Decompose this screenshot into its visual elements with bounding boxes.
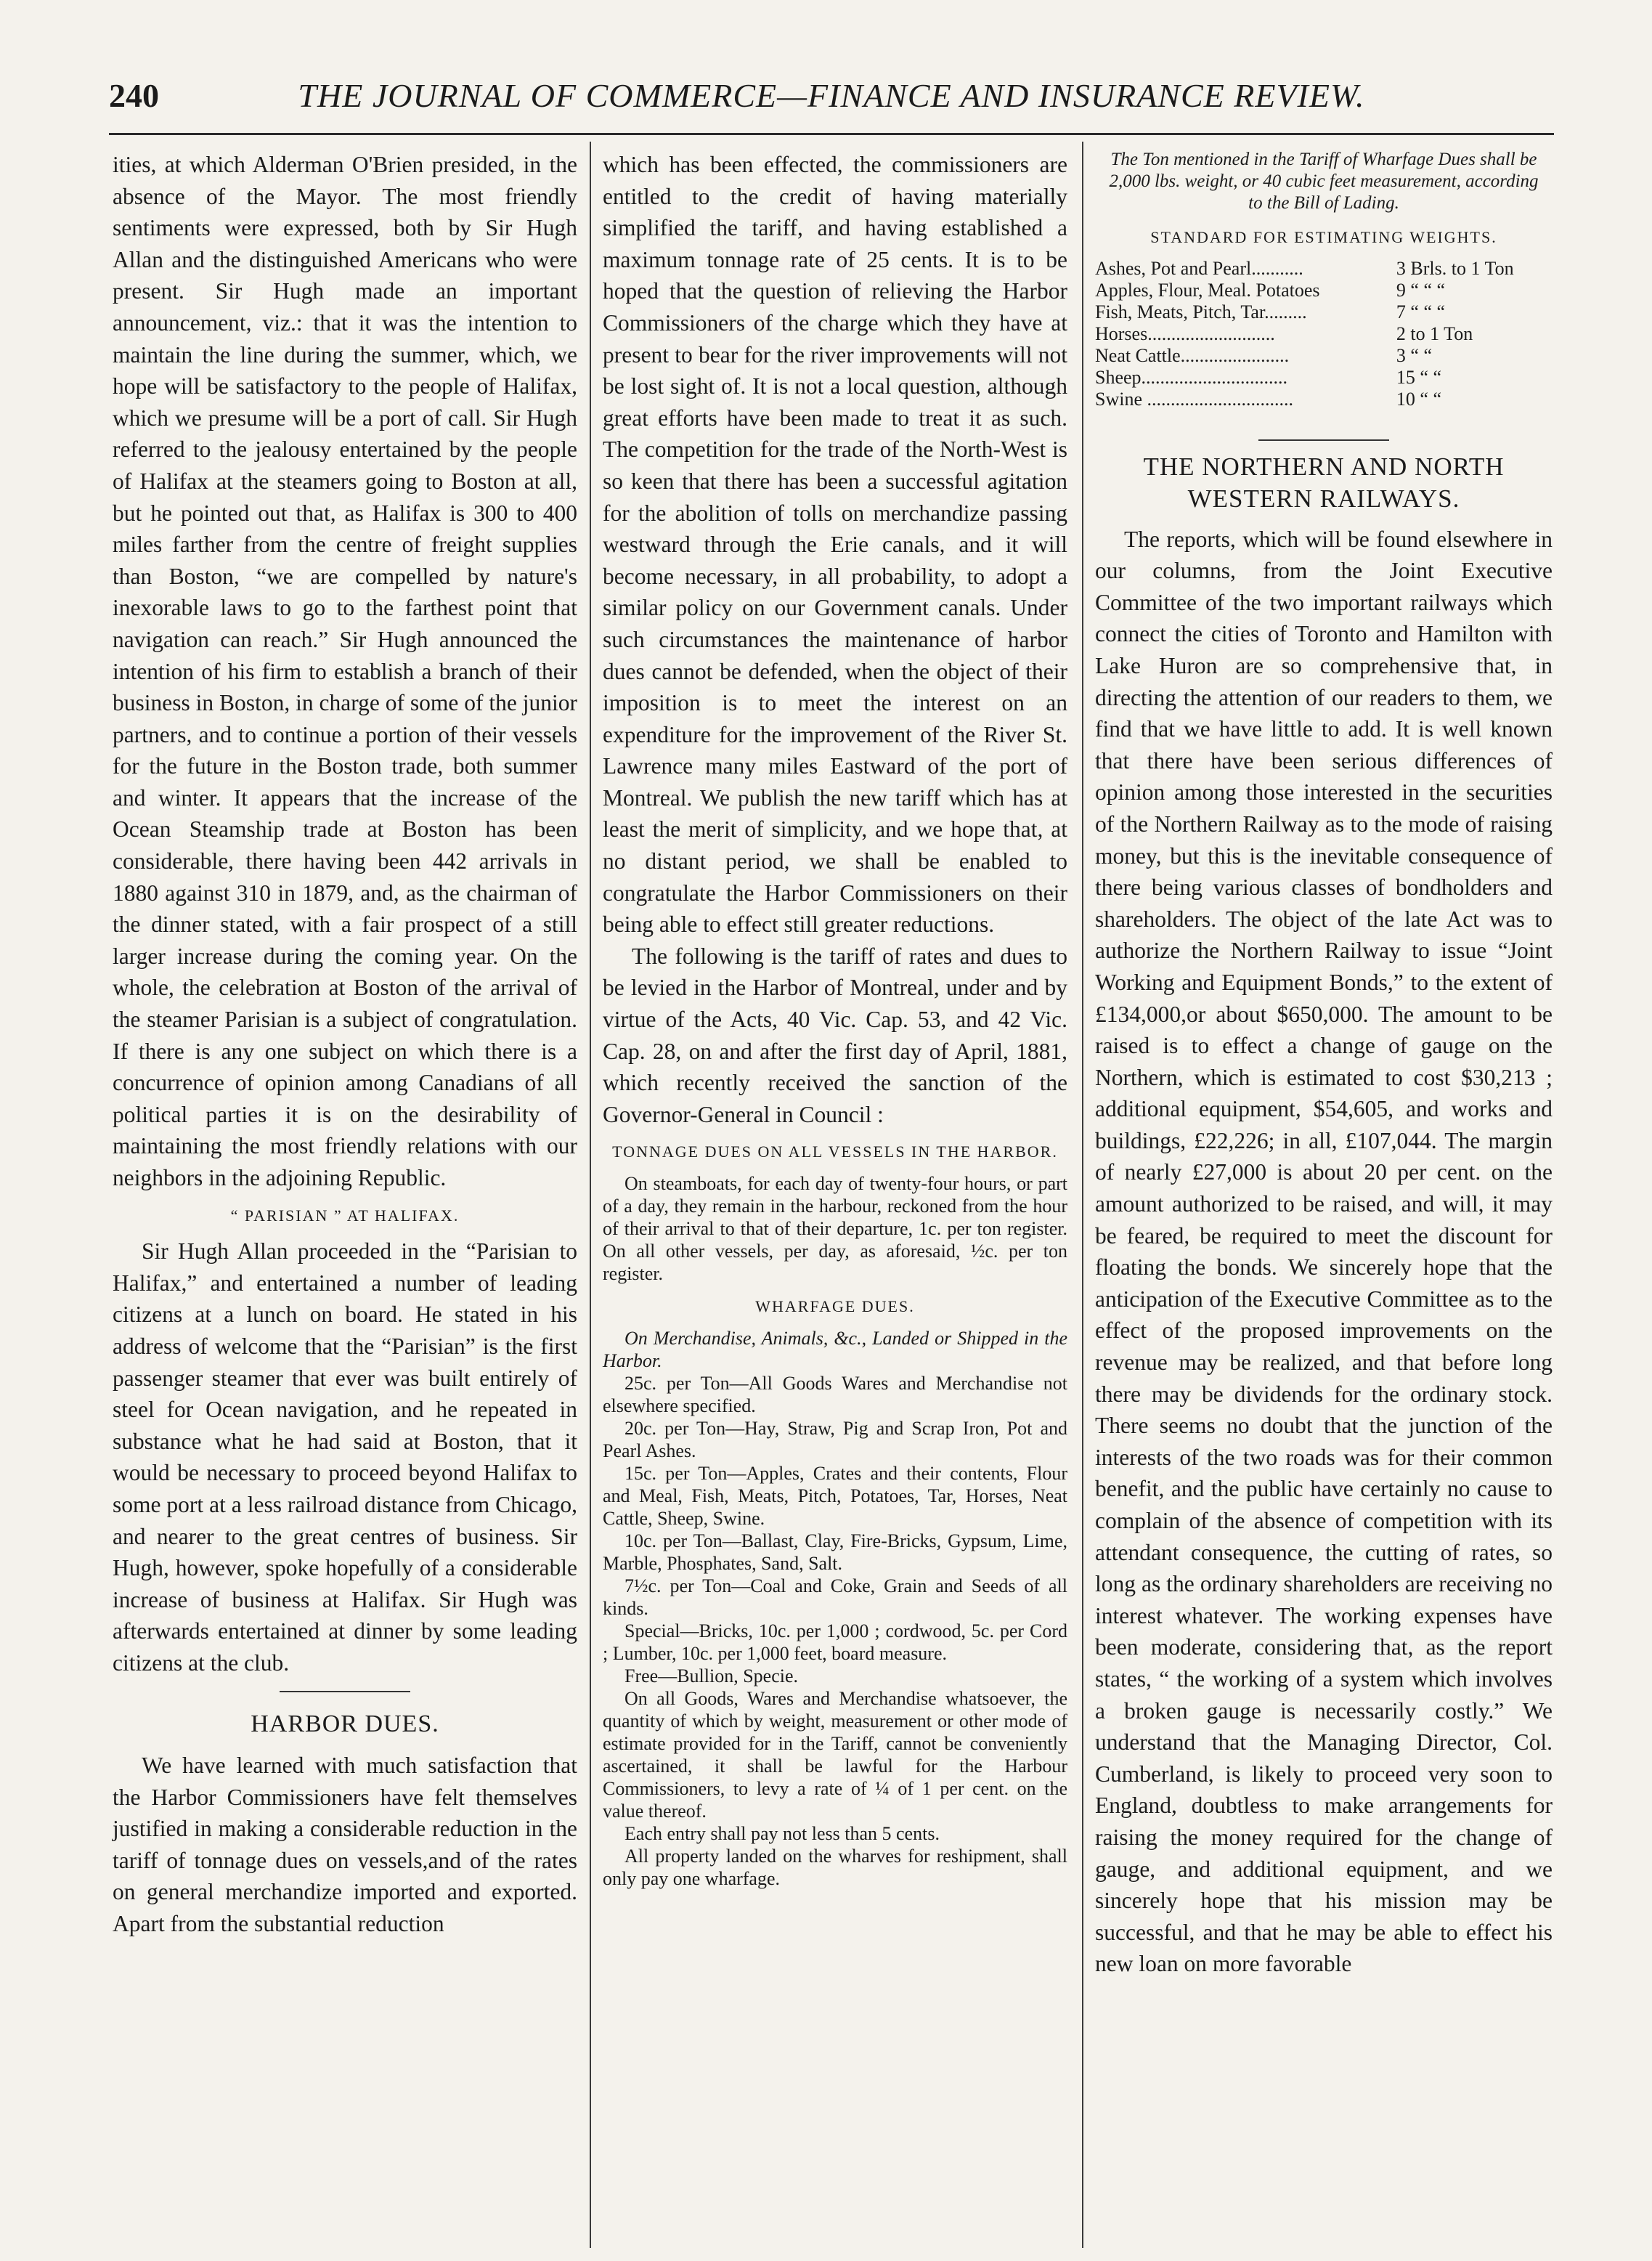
paragraph: We have learned with much satisfaction that the Harbor Commissioners have felt themselves justified in making a considerable reduction in the tariff of tonnage dues on vessels,and of the rates on general merchandize imported and exported. Apart from the substantial reduction [113, 1753, 577, 1937]
weights-table [1095, 258, 1553, 410]
tonnage-section [603, 1172, 1067, 1285]
rate-item: 7½c. per Ton—Coal and Coke, Grain and Seeds of all kinds. [603, 1575, 1067, 1619]
section-title-line: THE NORTHERN AND NORTH [1143, 452, 1505, 481]
running-title: THE JOURNAL OF COMMERCE—FINANCE AND INSURANCE REVIEW. [298, 77, 1365, 114]
section-title: HARBOR DUES. [251, 1710, 439, 1737]
weight-item: Swine ............................... [1095, 388, 1293, 410]
column-divider [1082, 142, 1083, 2248]
weight-item: Ashes, Pot and Pearl........... [1095, 257, 1303, 279]
weight-rate: 9 “ “ “ [1396, 279, 1446, 301]
rate-item: All property landed on the wharves for reshipment, shall only pay one wharfage. [603, 1845, 1067, 1889]
table-row [1095, 258, 1553, 280]
divider [1258, 439, 1389, 441]
rate-item: 15c. per Ton—Apples, Crates and their contents, Flour and Meal, Fish, Meats, Pitch, Potatoes, Tar, Horses, Neat Cattle, Sheep, Swine. [603, 1462, 1067, 1529]
weight-rate: 3 Brls. to 1 Ton [1396, 257, 1514, 279]
subheading: WHARFAGE DUES. [755, 1297, 915, 1315]
column-3 [1095, 149, 1553, 1980]
table-row [1095, 367, 1553, 389]
section-title [1095, 451, 1553, 515]
table-row [1095, 345, 1553, 367]
section-title-line: WESTERN RAILWAYS. [1187, 484, 1460, 513]
rate-item: 10c. per Ton—Ballast, Clay, Fire-Bricks, Gypsum, Lime, Marble, Phosphates, Sand, Salt. [603, 1530, 1067, 1574]
subheading: “ PARISIAN ” AT HALIFAX. [230, 1206, 460, 1225]
wharfage-section [603, 1327, 1067, 1890]
weight-item: Apples, Flour, Meal. Potatoes [1095, 279, 1320, 301]
table-row [1095, 280, 1553, 301]
weight-item: Horses........................... [1095, 322, 1275, 344]
table-row [1095, 323, 1553, 345]
table-row [1095, 301, 1553, 323]
paragraph: The reports, which will be found elsewhere in our columns, from the Joint Executive Committee of the two important railways which connect the cities of Toronto and Hamilton with Lake Huron are so comprehensive that, in directing the attention of our readers to them, we find that we have little to add. It is well known that there have been serious differences of opinion among those interested in the securities of the Northern Railway as to the mode of raising money, but this is the inevitable consequence of there being various classes of bondholders and shareholders. The object of the late Act was to authorize the Northern Railway to issue “Joint Working and Equipment Bonds,” to the extent of £134,000,or about $650,000. The amount to be raised is to effect a change of gauge on the Northern, which is estimated to cost $30,213 ; additional equipment, $54,605, and works and buildings, £22,226; in all, £107,044. The margin of nearly £27,000 is about 20 per cent. on the amount authorized to be raised, and will, it may be feared, be required to meet the discount for floating the bonds. We sincerely hope that the anticipation of the Executive Committee as to the effect of the proposed improvements on the revenue may be realized, and that before long there may be dividends for the ordinary stock. There seems no doubt that the junction of the interests of the two roads was for their common benefit, and the public have certainly no cause to complain of the absence of competition with its attendant consequence, the cutting of rates, so long as the ordinary shareholders are receiving no interest whatever. The working expenses have been moderate, considering that, as the report states, “ the working of a system which involves a broken gauge is necessarily costly.” We understand that the Managing Director, Col. Cumberland, is likely to proceed very soon to England, doubtless to make arrangements for raising the money required for the change of gauge, and additional equipment, and we sincerely hope that his mission may be successful, and that he may be able to effect his new loan on more favorable [1095, 526, 1553, 1977]
paragraph: ities, at which Alderman O'Brien presided, in the absence of the Mayor. The most friendly sentiments were expressed, both by Sir Hugh Allan and the distinguished Americans who were present. Sir Hugh made an important announcement, viz.: that it was the intention to maintain the line during the summer, which, we hope will be satisfactory to the people of Halifax, which we presume will be a port of call. Sir Hugh referred to the jealousy entertained by the people of Halifax at the steamers going to Boston at all, but he pointed out that, as Halifax is 300 to 400 miles farther from the centre of freight supplies than Boston, “we are compelled by nature's inexorable laws to go to the farthest point that navigation can reach.” Sir Hugh announced the intention of his firm to establish a branch of their business in Boston, in charge of some of the junior partners, and to continue a portion of their vessels for the future in the Boston trade, both summer and winter. It appears that the increase of the Ocean Steamship trade at Boston has been considerable, there having been 442 arrivals in 1880 against 310 in 1879, and, as the chairman of the dinner stated, with a fair prospect of a still larger increase during the coming year. On the whole, the celebration at Boston of the arrival of the steamer Parisian is a subject of congratulation. If there is any one subject on which there is a concurrence of opinion among Canadians of all political parties it is on the desirability of maintaining the most friendly relations with our neighbors in the adjoining Republic. [113, 152, 577, 1190]
weight-rate: 15 “ “ [1396, 366, 1441, 388]
page-header [109, 76, 1554, 127]
weight-item: Sheep............................... [1095, 366, 1288, 388]
divider [280, 1691, 410, 1692]
table-row [1095, 389, 1553, 410]
weight-item: Fish, Meats, Pitch, Tar......... [1095, 301, 1307, 322]
column-2 [603, 149, 1067, 1890]
weight-rate: 3 “ “ [1396, 344, 1432, 366]
paragraph: The following is the tariff of rates and dues to be levied in the Harbor of Montreal, under and by virtue of the Acts, 40 Vic. Cap. 53, and 42 Vic. Cap. 28, on and after the first day of April, 1881, which recently received the sanction of the Governor-General in Council : [603, 943, 1067, 1127]
column-1 [113, 149, 577, 1940]
paragraph: Sir Hugh Allan proceeded in the “Parisian to Halifax,” and entertained a number of leading citizens at a lunch on board. He stated in his address of welcome that the “Parisian” is the first passenger steamer that ever was built entirely of steel for Ocean navigation, and he repeated in substance what he had said at Boston, that it would be necessary to proceed beyond Halifax to some port at a less railroad distance from Chicago, and nearer to the great centres of business. Sir Hugh, however, spoke hopefully of a considerable increase of business at Halifax. Sir Hugh was afterwards entertained at dinner by some leading citizens at the club. [113, 1238, 577, 1676]
ton-note: The Ton mentioned in the Tariff of Wharfage Dues shall be 2,000 lbs. weight, or 40 cubic feet measurement, according to the Bill of Lading. [1109, 150, 1539, 213]
header-rule [109, 133, 1554, 135]
weight-rate: 10 “ “ [1396, 388, 1441, 410]
tonnage-text: On steamboats, for each day of twenty-four hours, or part of a day, they remain in the harbour, reckoned from the hour of their arrival to that of their departure, 1c. per ton register. On all other vessels, per day, as aforesaid, ½c. per ton register. [603, 1173, 1067, 1284]
column-divider [590, 142, 591, 2248]
wharfage-subtitle: On Merchandise, Animals, &c., Landed or Shipped in the Harbor. [603, 1327, 1067, 1371]
rate-item: Each entry shall pay not less than 5 cents. [624, 1822, 940, 1844]
subheading: STANDARD FOR ESTIMATING WEIGHTS. [1150, 228, 1497, 246]
rate-item: On all Goods, Wares and Merchandise whatsoever, the quantity of which by weight, measurement or other mode of estimate provided for in the Tariff, cannot be conveniently ascertained, it shall be lawful for the Harbour Commissioners, to levy a rate of ¼ of 1 per cent. on the value thereof. [603, 1687, 1067, 1822]
paragraph: which has been effected, the commissioners are entitled to the credit of having materially simplified the tariff, and having established a maximum tonnage rate of 25 cents. It is to be hoped that the question of relieving the Harbor Commissioners of the charge which they have at present to bear for the river improvements will not be lost sight of. It is not a local question, although great efforts have been made to treat it as such. The competition for the trade of the North-West is so keen that there has been a successful agitation for the abolition of tolls on merchandize passing westward through the Erie canals, and it will become necessary, in all probability, to adopt a similar policy on our Government canals. Under such circumstances the maintenance of harbor dues cannot be defended, when the object of their imposition is to meet the interest on an expenditure for the improvement of the River St. Lawrence many miles Eastward of the port of Montreal. We publish the new tariff which has at least the merit of simplicity, and we hope that, at no distant period, we shall be enabled to congratulate the Harbor Commissioners on their being able to effect still greater reductions. [603, 152, 1067, 938]
weight-rate: 2 to 1 Ton [1396, 322, 1473, 344]
rate-item: 25c. per Ton—All Goods Wares and Merchandise not elsewhere specified. [603, 1372, 1067, 1416]
rate-item: Special—Bricks, 10c. per 1,000 ; cordwood, 5c. per Cord ; Lumber, 10c. per 1,000 feet, board measure. [603, 1620, 1067, 1664]
weight-rate: 7 “ “ “ [1396, 301, 1446, 322]
subheading: TONNAGE DUES ON ALL VESSELS IN THE HARBOR. [612, 1142, 1058, 1161]
rate-item: 20c. per Ton—Hay, Straw, Pig and Scrap Iron, Pot and Pearl Ashes. [603, 1417, 1067, 1461]
page-number: 240 [109, 77, 159, 114]
weight-item: Neat Cattle....................... [1095, 344, 1290, 366]
rate-item: Free—Bullion, Specie. [624, 1665, 799, 1686]
